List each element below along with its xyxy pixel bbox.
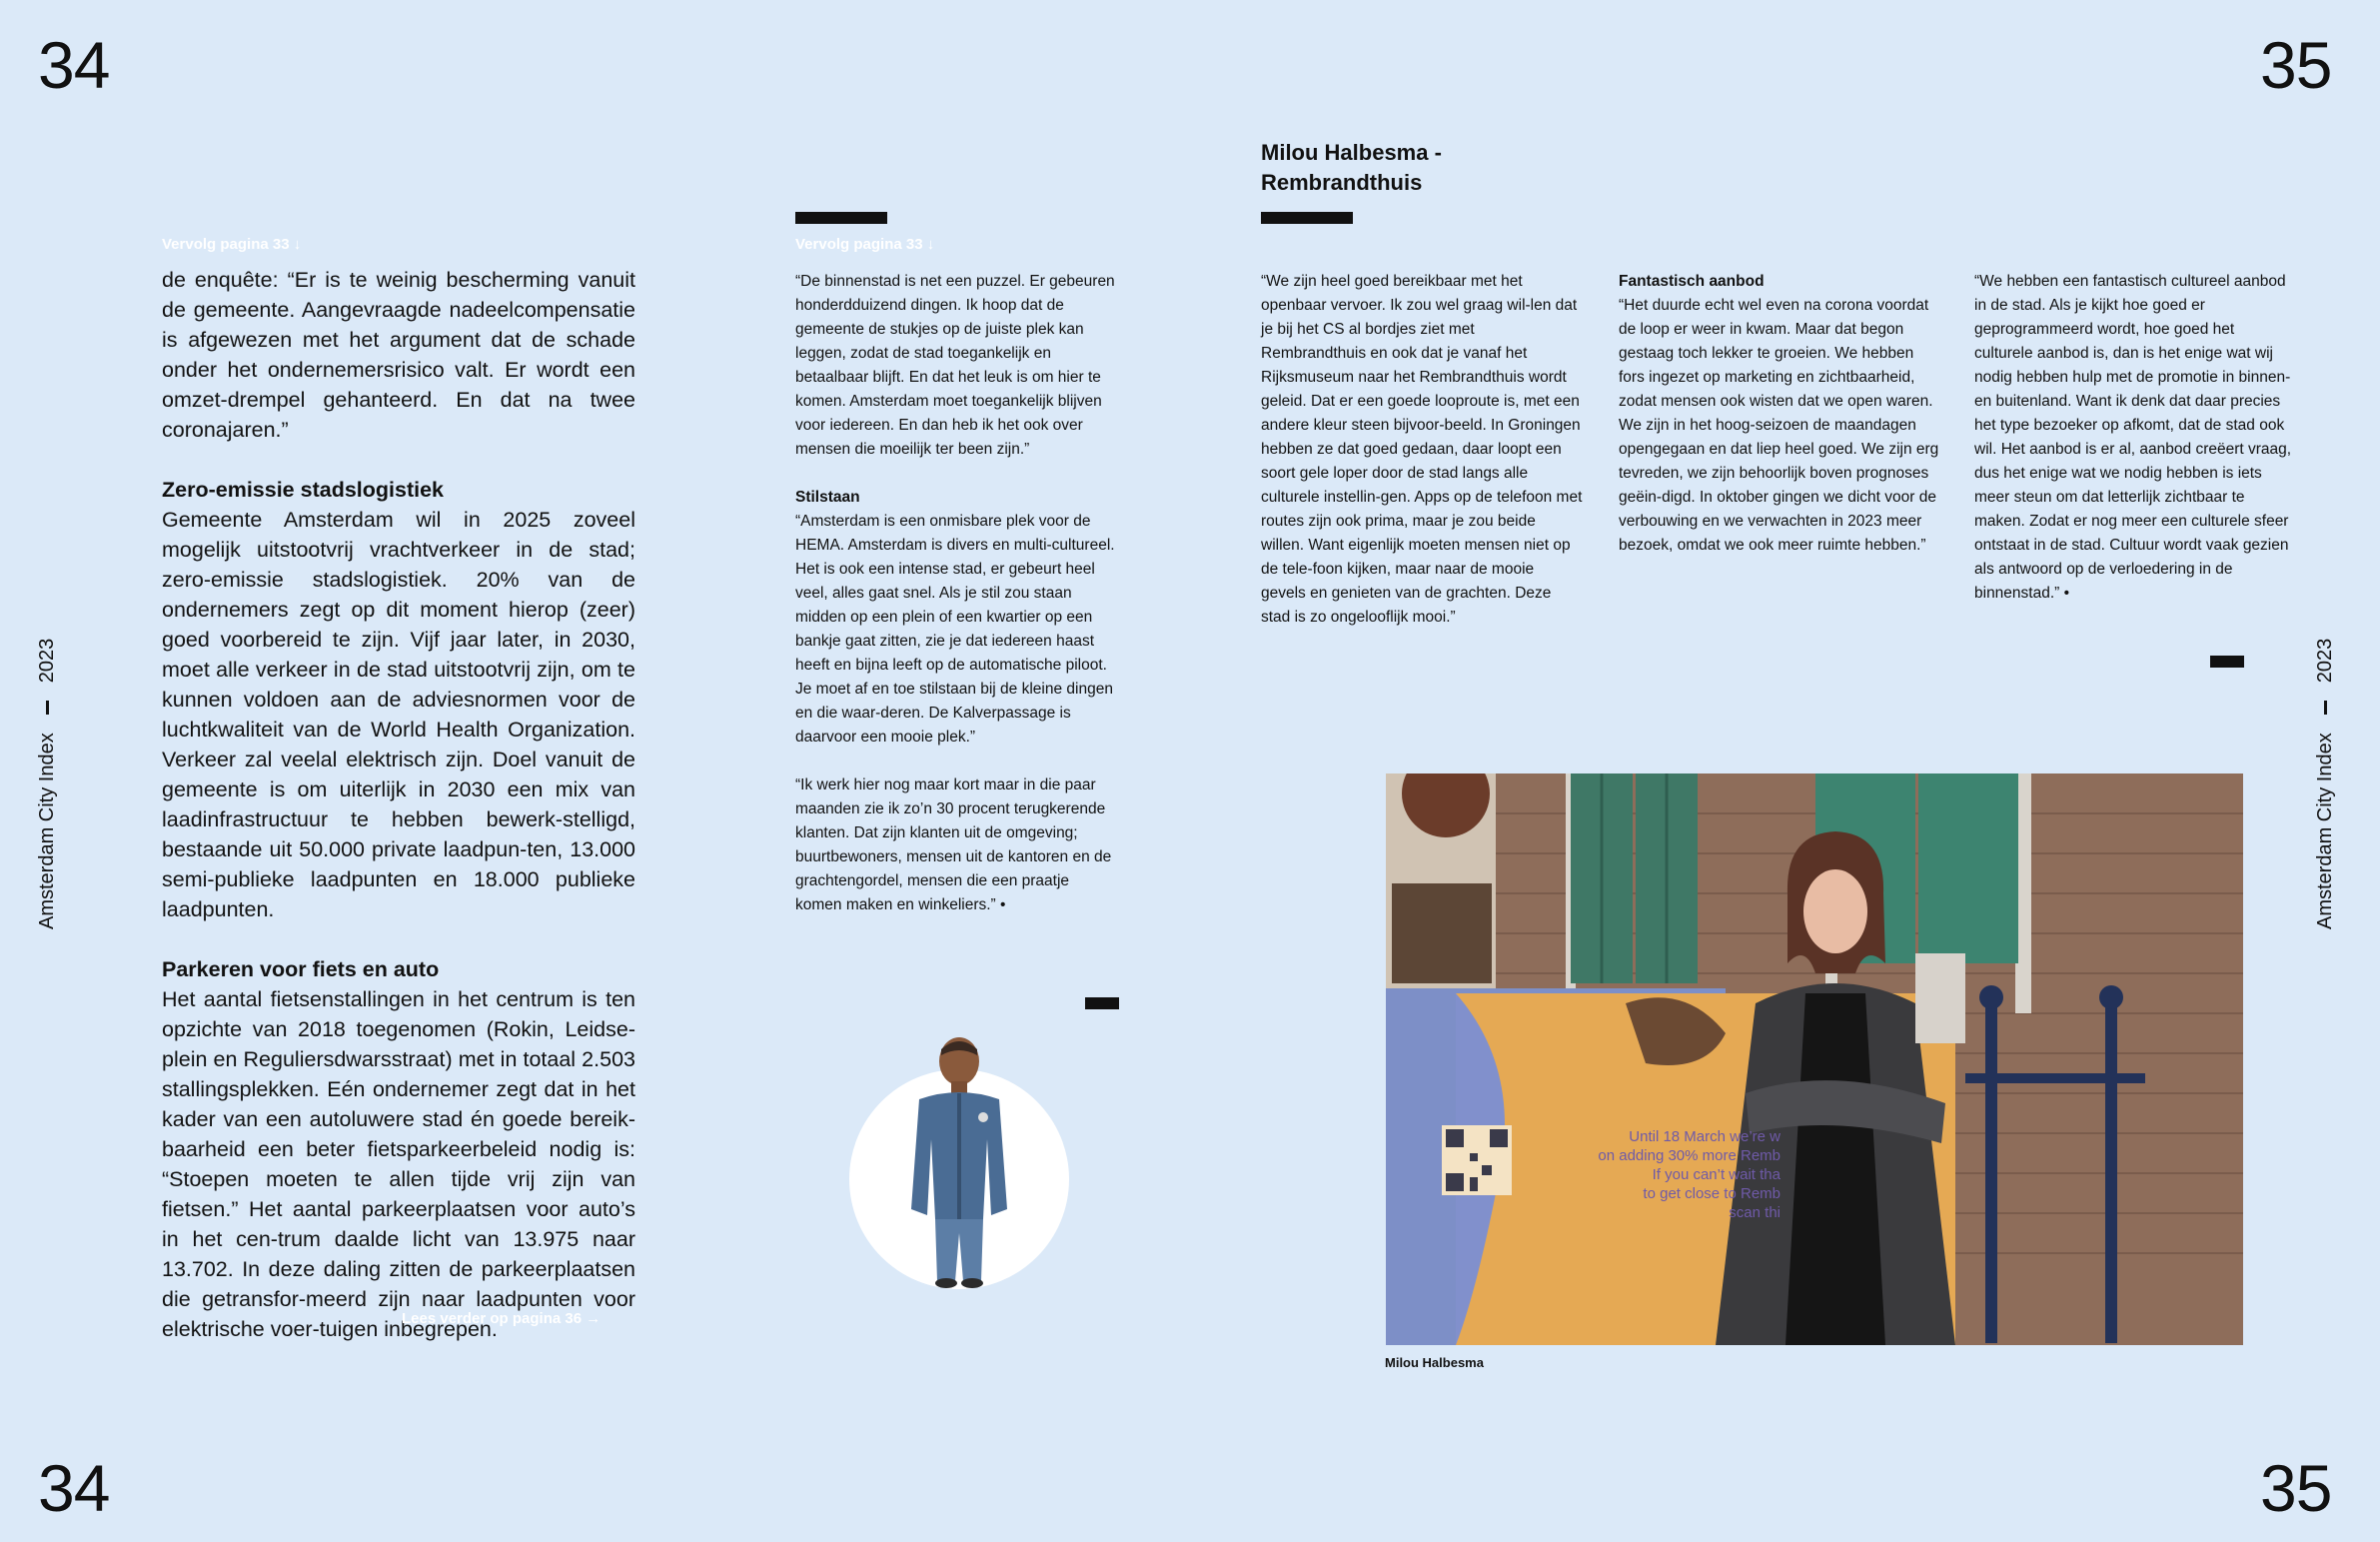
interview-photo	[1386, 773, 2243, 1345]
banner-text-line-4: to get close to Remb	[1643, 1185, 1781, 1202]
end-marker-interview	[2210, 656, 2244, 668]
banner-text	[1536, 1127, 1781, 1222]
banner-text-line-3: If you can’t wait tha	[1652, 1166, 1781, 1183]
side-label-title: Amsterdam City Index	[36, 733, 58, 929]
interview-title-line1: Milou Halbesma -	[1261, 140, 1442, 165]
side-label-left	[36, 639, 59, 929]
middle-article-column	[795, 270, 1115, 917]
side-label-separator	[46, 701, 49, 715]
side-label-right	[2314, 639, 2337, 929]
continued-from-left: Vervolg pagina 33 ↓	[162, 236, 302, 253]
middle-paragraph-3: “Ik werk hier nog maar kort maar in die paar maanden zie ik zo’n 30 procent terugkerende klanten. Dat zijn klanten uit de omgeving; buurtbewoners, mensen uit de kantoren en de grachtengordel, mensen die een praatje komen maken en winkeliers.” •	[795, 776, 1112, 913]
interview-column-1	[1261, 270, 1583, 630]
interview-paragraph-2: “Het duurde echt wel even na corona voordat de loop er weer in kwam. Maar dat begon gestaag toch lekker te groeien. We hebben fors ingezet op marketing en zichtbaarheid, zodat mensen ook wisten dat we open waren. We zijn in het hoog-seizoen de maandagen opengegaan en dat liep heel goed. We zijn erg tevreden, we zijn behoorlijk boven prognoses geëin-digd. In oktober gingen we dicht voor de verbouwing en we verwachten in 2023 meer bezoek, omdat we ook meer ruimte hebben.”	[1619, 297, 1939, 554]
side-label-title: Amsterdam City Index	[2314, 733, 2336, 929]
portrait-person-image	[879, 1019, 1039, 1289]
banner-text-line-5: scan thi	[1729, 1204, 1781, 1221]
interview-column-3	[1974, 270, 2296, 606]
page-number-right-bottom: 35	[2260, 1451, 2332, 1525]
left-paragraph-2: Gemeente Amsterdam wil in 2025 zoveel mogelijk uitstootvrij vrachtverkeer in de stad; zero-emissie stadslogistiek. 20% van de ondernemers zegt op dit moment hierop (zeer) goed voorbereid te zijn. Vijf jaar later, in 2030, moet alle verkeer in de stad uitstootvrij zijn, om te kunnen voldoen aan de adviesnormen voor de luchtkwaliteit van de World Health Organization. Verkeer zal veelal elektrisch zijn. Doel vanuit de gemeente is om uiterlijk in 2030 een mix van laadinfrastructuur te hebben bewerk-stelligd, bestaande uit 50.000 private laadpun-ten, 13.000 semi-publieke laadpunten en 18.000 publieke laadpunten.	[162, 508, 635, 921]
interview-title	[1261, 138, 1442, 198]
interview-paragraph-3: “We hebben een fantastisch cultureel aanbod in de stad. Als je kijkt hoe goed er geprogrammeerd wordt, hoe goed het culturele aanbod is, dan is het enige wat wij nodig hebben hulp met de promotie in binnen- en buitenland. Want ik denk dat daar precies het type bezoeker op afkomt, dat de stad ook wil. Het aanbod is er al, aanbod creëert vraag, dus het enige wat we nodig hebben is iets meer steun om dat letterlijk zichtbaar te maken. Zodat er nog meer een culturele sfeer ontstaat in de stad. Cultuur wordt vaak gezien als antwoord op de verloedering in de binnenstad.” •	[1974, 273, 2292, 602]
continued-from-middle: Vervolg pagina 33 ↓	[795, 236, 935, 253]
page-number-left-top: 34	[38, 28, 110, 102]
side-label-year: 2023	[2314, 638, 2336, 684]
middle-paragraph-1: “De binnenstad is net een puzzel. Er gebeuren honderdduizend dingen. Ik hoop dat de gemeente de stukjes op de juiste plek kan leggen, zodat de stad toegankelijk en betaalbaar blijft. En dat het leuk is om hier te komen. Amsterdam moet toegankelijk blijven voor iedereen. En dan heb ik het ook over mensen die moeilijk ter been zijn.”	[795, 273, 1115, 458]
page-number-right-top: 35	[2260, 28, 2332, 102]
middle-heading: Stilstaan	[795, 489, 860, 506]
interview-heading-fantastisch: Fantastisch aanbod	[1619, 273, 1765, 290]
interview-column-2	[1619, 270, 1940, 558]
left-paragraph-1: de enquête: “Er is te weinig bescherming vanuit de gemeente. Aangevraagde nadeelcompensatie is afgewezen met het argument dat de schade onder het ondernemersrisico valt. Er wordt een omzet-drempel gehanteerd. En dat na twee coronajaren.”	[162, 268, 635, 442]
left-heading-1: Zero-emissie stadslogistiek	[162, 478, 444, 502]
middle-paragraph-2: “Amsterdam is een onmisbare plek voor de HEMA. Amsterdam is divers en multi-cultureel. Het is ook een intense stad, er gebeurt heel veel, alles gaat snel. Als je stil zou staan midden op een plein of een kwartier op een bankje gaat zitten, zie je dat iedereen haast heeft en bijna leeft op de automatische piloot. Je moet af en toe stilstaan bij de kleine dingen en die waar-deren. De Kalverpassage is daarvoor een mooie plek.”	[795, 513, 1115, 746]
end-marker-middle	[1085, 997, 1119, 1009]
interview-paragraph-1: “We zijn heel goed bereikbaar met het openbaar vervoer. Ik zou wel graag wil-len dat je bij het CS al bordjes ziet met Rembrandthuis en ook dat je vanaf het Rijksmuseum naar het Rembrandthuis wordt geleid. Dat er een goede looproute is, met een andere kleur steen bijvoor-beeld. In Groningen hebben ze dat goed gedaan, daar loopt een soort gele loper door de stad langs alle culturele instellin-gen. Apps op de telefoon met routes zijn ook prima, maar je zou beide willen. Want eigenlijk moeten mensen niet op de tele-foon kijken, maar naar de mooie gevels en genieten van de grachten. Deze stad is zo ongelooflijk mooi.”	[1261, 273, 1583, 626]
banner-text-line-1: Until 18 March we’re w	[1629, 1128, 1781, 1145]
side-label-separator	[2324, 701, 2327, 715]
left-heading-2: Parkeren voor fiets en auto	[162, 957, 440, 981]
continued-on-link[interactable]: Lees verder op pagina 36 →	[402, 1310, 601, 1327]
interview-title-line2: Rembrandthuis	[1261, 170, 1423, 195]
left-paragraph-3: Het aantal fietsenstallingen in het centrum is ten opzichte van 2018 toegenomen (Rokin, Leidse-plein en Reguliersdwarsstraat) met in totaal 2.503 stallingsplekken. Eén ondernemer zegt dat in het kader van een autoluwere stad én goede bereik-baarheid een beter fietsparkeerbeleid nodig is: “Stoepen moeten te allen tijde vrij zijn van fietsen.” Het aantal parkeerplaatsen voor auto’s in het cen-trum daalde licht van 13.975 naar 13.702. In deze daling zitten de parkeerplaatsen die getransfor-meerd zijn naar laadpunten voor elektrische voer-tuigen inbegrepen.	[162, 987, 635, 1341]
photo-scene	[1386, 773, 2243, 1345]
page-number-left-bottom: 34	[38, 1451, 110, 1525]
section-bar	[795, 212, 887, 224]
interview-title-bar	[1261, 212, 1353, 224]
photo-caption: Milou Halbesma	[1385, 1355, 1484, 1370]
left-article-column	[162, 265, 635, 1344]
banner-text-line-2: on adding 30% more Remb	[1598, 1147, 1781, 1164]
side-label-year: 2023	[36, 638, 58, 684]
